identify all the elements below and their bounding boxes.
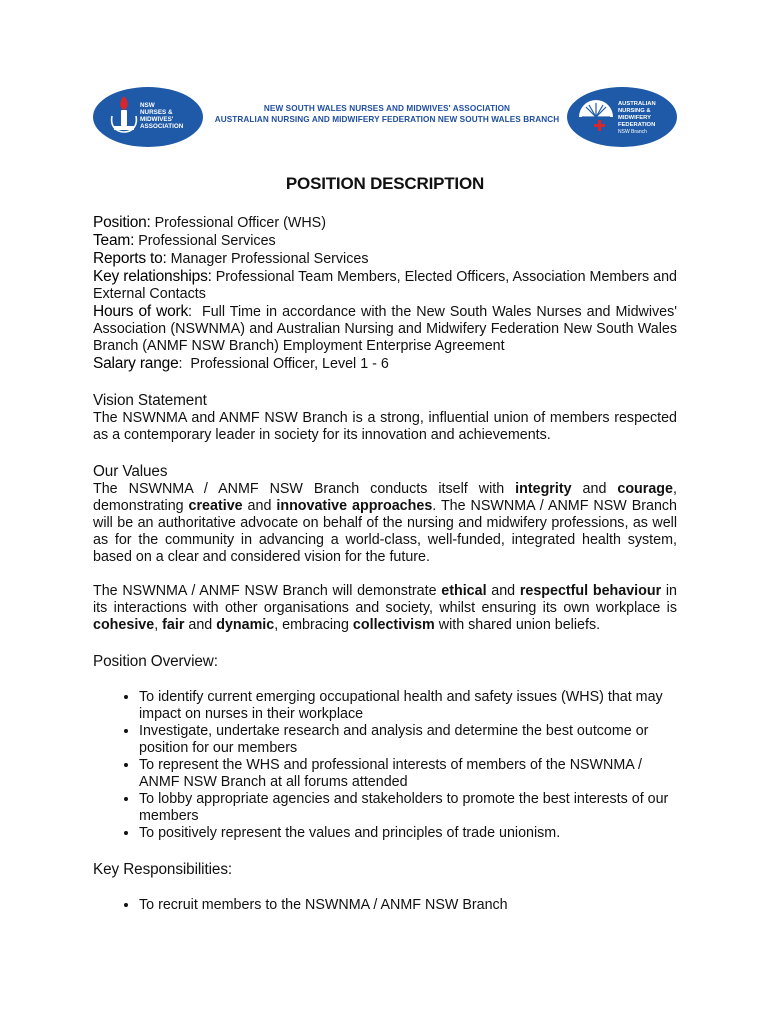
nswnma-logo	[92, 86, 204, 148]
vision-text: The NSWNMA and ANMF NSW Branch is a strong, influential union of members respected as a contemporary leader in society for its innovation and achievements.	[93, 410, 677, 443]
vision-heading: Vision Statement	[93, 392, 207, 409]
field-reports-to	[93, 250, 677, 268]
values-paragraph-1: The NSWNMA / ANMF NSW Branch conducts itself with integrity and courage, demonstrating creative and innovative approaches. The NSWNMA / ANMF NSW Branch will be an authoritative advocate on behalf of the nursing and midwifery professions, as well as for the community in advancing a world-class, well-funded, integrated health system, based on a clear and considered vision for the future.	[93, 481, 677, 565]
letterhead	[0, 0, 770, 170]
list-item: • To represent the WHS and professional interests of members of the NSWNMA / ANMF NSW Branch at all forums attended	[139, 757, 677, 791]
responsibilities-heading: Key Responsibilities:	[93, 861, 233, 878]
position-value: Professional Officer (WHS)	[154, 215, 326, 231]
right-logo-line-1: AUSTRALIAN	[618, 101, 656, 107]
association-line-1: NEW SOUTH WALES NURSES AND MIDWIVES' ASSOCIATION	[263, 104, 511, 113]
document-body	[93, 214, 677, 914]
right-logo-line-5: NSW Branch	[618, 129, 647, 135]
list-item: • To positively represent the values and principles of trade unionism.	[139, 825, 677, 842]
left-logo-line-4: ASSOCIATION	[140, 123, 184, 130]
association-line-2: AUSTRALIAN NURSING AND MIDWIFERY FEDERATION NEW SOUTH WALES BRANCH	[214, 115, 560, 124]
list-item: • To lobby appropriate agencies and stakeholders to promote the best interests of our members	[139, 791, 677, 825]
team-value: Professional Services	[138, 233, 276, 249]
key-relationships-value: Professional Team Members, Elected Officers, Association Members and External Contacts	[93, 269, 677, 302]
document-title: POSITION DESCRIPTION	[285, 174, 485, 193]
list-item: • Investigate, undertake research and analysis and determine the best outcome or position for our members	[139, 723, 677, 757]
list-item: • To recruit members to the NSWNMA / ANMF NSW Branch	[139, 897, 677, 914]
hours-label: Hours of work	[93, 303, 189, 320]
association-name	[212, 103, 562, 125]
right-logo-line-3: MIDWIFERY	[618, 115, 651, 121]
reports-label: Reports to:	[93, 250, 167, 267]
values-heading: Our Values	[93, 463, 168, 480]
position-fields	[93, 214, 677, 373]
hours-value: Full Time in accordance with the New South Wales Nurses and Midwives' Association (NSWNMA) and Australian Nursing and Midwifery Federation New South Wales Branch (ANMF NSW Branch) Employment Enterprise Agreement	[93, 304, 677, 354]
field-position	[93, 214, 677, 232]
left-logo-line-3: MIDWIVES'	[140, 116, 174, 123]
field-salary-range: Salary range: Professional Officer, Level 1 - 6	[93, 355, 389, 372]
salary-label: Salary range	[93, 355, 179, 372]
key-relationships-label: Key relationships:	[93, 268, 212, 285]
left-logo-line-1: NSW	[140, 102, 155, 109]
salary-value: Professional Officer, Level 1 - 6	[190, 356, 389, 372]
right-logo-line-2: NURSING &	[618, 108, 651, 114]
overview-list	[93, 689, 677, 842]
field-key-relationships	[93, 268, 677, 303]
right-logo-line-4: FEDERATION	[618, 122, 656, 128]
position-label: Position:	[93, 214, 151, 231]
team-label: Team:	[93, 232, 135, 249]
values-paragraph-2: The NSWNMA / ANMF NSW Branch will demonstrate ethical and respectful behaviour in its interactions with other organisations and society, whilst ensuring its own workplace is cohesive, fair and dynamic, embracing collectivism with shared union beliefs.	[93, 583, 677, 633]
left-logo-line-2: NURSES &	[140, 109, 173, 116]
responsibilities-list	[93, 897, 677, 914]
reports-value: Manager Professional Services	[170, 251, 369, 267]
field-team	[93, 232, 677, 250]
overview-heading: Position Overview:	[93, 653, 218, 670]
field-hours-of-work: Hours of work: Full Time in accordance with the New South Wales Nurses and Midwives' Association (NSWNMA) and Australian Nursing and Midwifery Federation New South Wales Branch (ANMF NSW Branch) Employment Enterprise Agreement	[93, 303, 677, 354]
anmf-nsw-logo	[566, 86, 678, 148]
list-item: • To identify current emerging occupational health and safety issues (WHS) that may impact on nurses in their workplace	[139, 689, 677, 723]
